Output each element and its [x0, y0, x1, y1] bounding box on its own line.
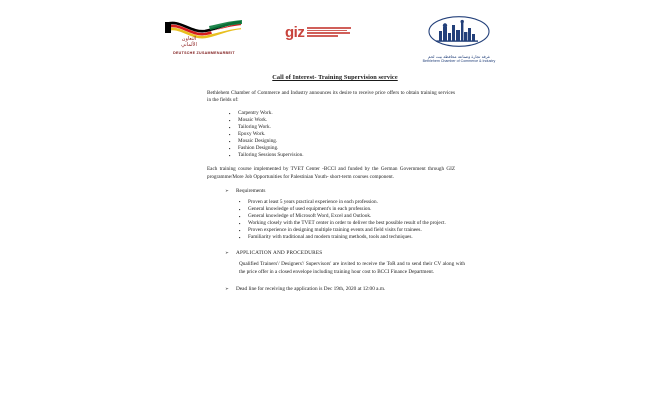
list-item: ▪ Familiarity with traditional and modern training methods, tools and techniques.	[239, 234, 465, 241]
funding-note-paragraph: Each training course implemented by TVET Center -BCCI and funded by the German Government through GIZ programme/More Job Opportunities for Palestinian Youth- short-term courses component.	[207, 166, 455, 180]
list-item: ▪ Mosaic Work.	[229, 117, 455, 124]
list-item: ▪ Tailoring Sessions Supervision.	[229, 152, 455, 159]
requirements-section	[225, 187, 465, 293]
training-fields-list	[207, 110, 455, 159]
requirements-list	[225, 199, 465, 242]
giz-subtitle-lines-icon	[307, 25, 351, 38]
list-item: ▪ Working closely with the TVET center in order to deliver the best possible result of the project.	[239, 220, 465, 227]
list-item: ▪ Epoxy Work.	[229, 131, 455, 138]
list-item: ▪ Proven experience in designing multiple training events and field visits for trainees.	[239, 227, 465, 234]
page-title: Call of Interest- Training Supervision service	[272, 74, 398, 81]
deadline-statement: ➢ Dead line for receiving the application is Dec 19th, 2020 at 12:00 a.m.	[225, 285, 455, 293]
german-logo-arabic-text: التعاون الألماني	[181, 36, 197, 48]
list-item: ▪ General knowledge of used equipment's in each profession.	[239, 206, 465, 213]
bcci-logo	[413, 16, 505, 64]
list-item: ▪ Mosaic Designing.	[229, 138, 455, 145]
application-paragraph: Qualified Trainers'/ Designers'/ Supervisors' are invited to receive the ToR and to send their CV along with the price offer in a closed envelope including training hour cost to BCCI Finance Department.	[239, 261, 465, 275]
bcci-logo-subtitle: Bethlehem Chamber of Commerce & Industry	[422, 59, 496, 63]
german-cooperation-logo	[165, 18, 243, 62]
german-logo-subtitle: DEUTSCHE ZUSAMMENARBEIT	[173, 51, 235, 55]
giz-wordmark: giz	[285, 24, 305, 41]
list-item: ▪ Tailoring Work.	[229, 124, 455, 131]
bcci-logo-arabic-text: غرفة تجارة وصناعة محافظة بيت لحم	[428, 54, 490, 59]
giz-logo	[285, 25, 371, 55]
requirements-heading: ➢ Requirements	[225, 187, 455, 195]
list-item: ▪ Carpentry Work.	[229, 110, 455, 117]
logo-bar	[0, 14, 670, 66]
document-body	[207, 90, 465, 297]
bcci-cityscape-emblem-icon	[428, 16, 490, 47]
list-item: ▪ Proven at least 5 years practical experience in each profession.	[239, 199, 465, 206]
application-heading: ➢ APPLICATION AND PROCEDURES	[225, 249, 455, 257]
intro-paragraph: Bethlehem Chamber of Commerce and Industry announces its desire to receive price offers to obtain training services in the fields of:	[207, 90, 455, 104]
list-item: ▪ Fashion Designing.	[229, 145, 455, 152]
list-item: ▪ General knowledge of Microsoft Word, Excel and Outlook.	[239, 213, 465, 220]
